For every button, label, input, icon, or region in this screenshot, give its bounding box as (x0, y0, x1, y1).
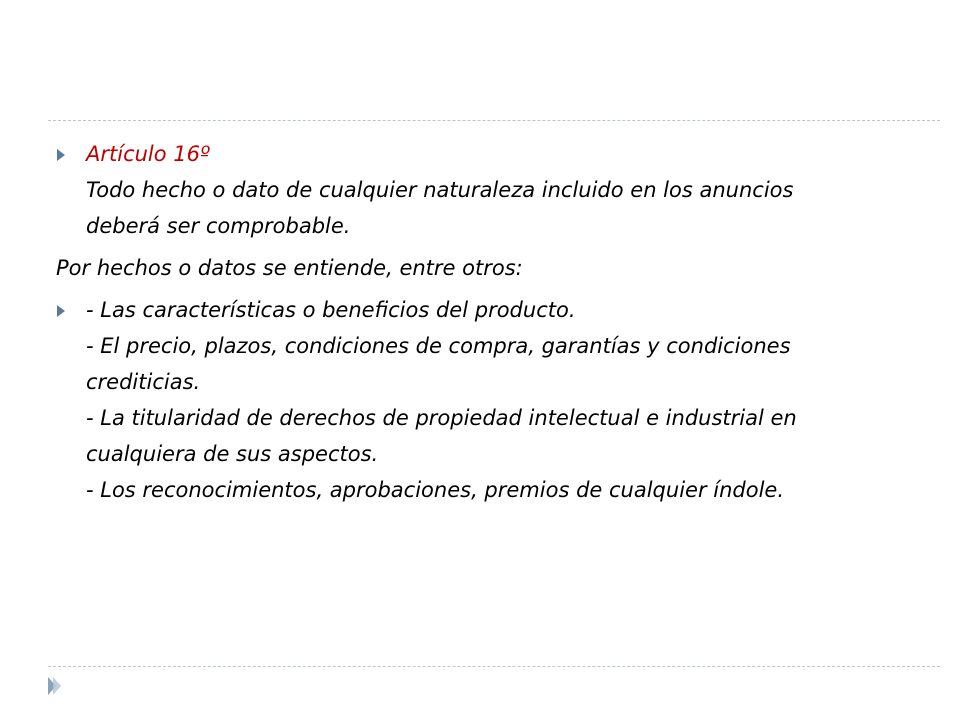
slide-body (56, 136, 916, 508)
article-bullet (56, 136, 916, 244)
facts-bullet (56, 292, 916, 508)
article-text-line: Todo hecho o dato de cualquier naturaleza incluido en los anuncios (86, 178, 794, 202)
list-line: - El precio, plazos, condiciones de compra, garantías y condiciones (86, 334, 791, 358)
bottom-divider (48, 666, 940, 667)
list-line: - La titularidad de derechos de propiedad intelectual e industrial en (86, 406, 797, 430)
intro-line: Por hechos o datos se entiende, entre otros: (56, 256, 523, 280)
triangle-bullet-icon (56, 149, 66, 161)
list-line: cualquiera de sus aspectos. (86, 442, 379, 466)
article-text-line: deberá ser comprobable. (86, 214, 351, 238)
list-line: - Las características o beneficios del producto. (86, 298, 576, 322)
double-chevron-icon (44, 674, 68, 698)
article-title: Artículo 16º (86, 142, 210, 166)
intro-text (56, 250, 916, 286)
top-divider (48, 120, 940, 121)
list-line: - Los reconocimientos, aprobaciones, premios de cualquier índole. (86, 478, 785, 502)
triangle-bullet-icon (56, 305, 66, 317)
list-line: crediticias. (86, 370, 201, 394)
